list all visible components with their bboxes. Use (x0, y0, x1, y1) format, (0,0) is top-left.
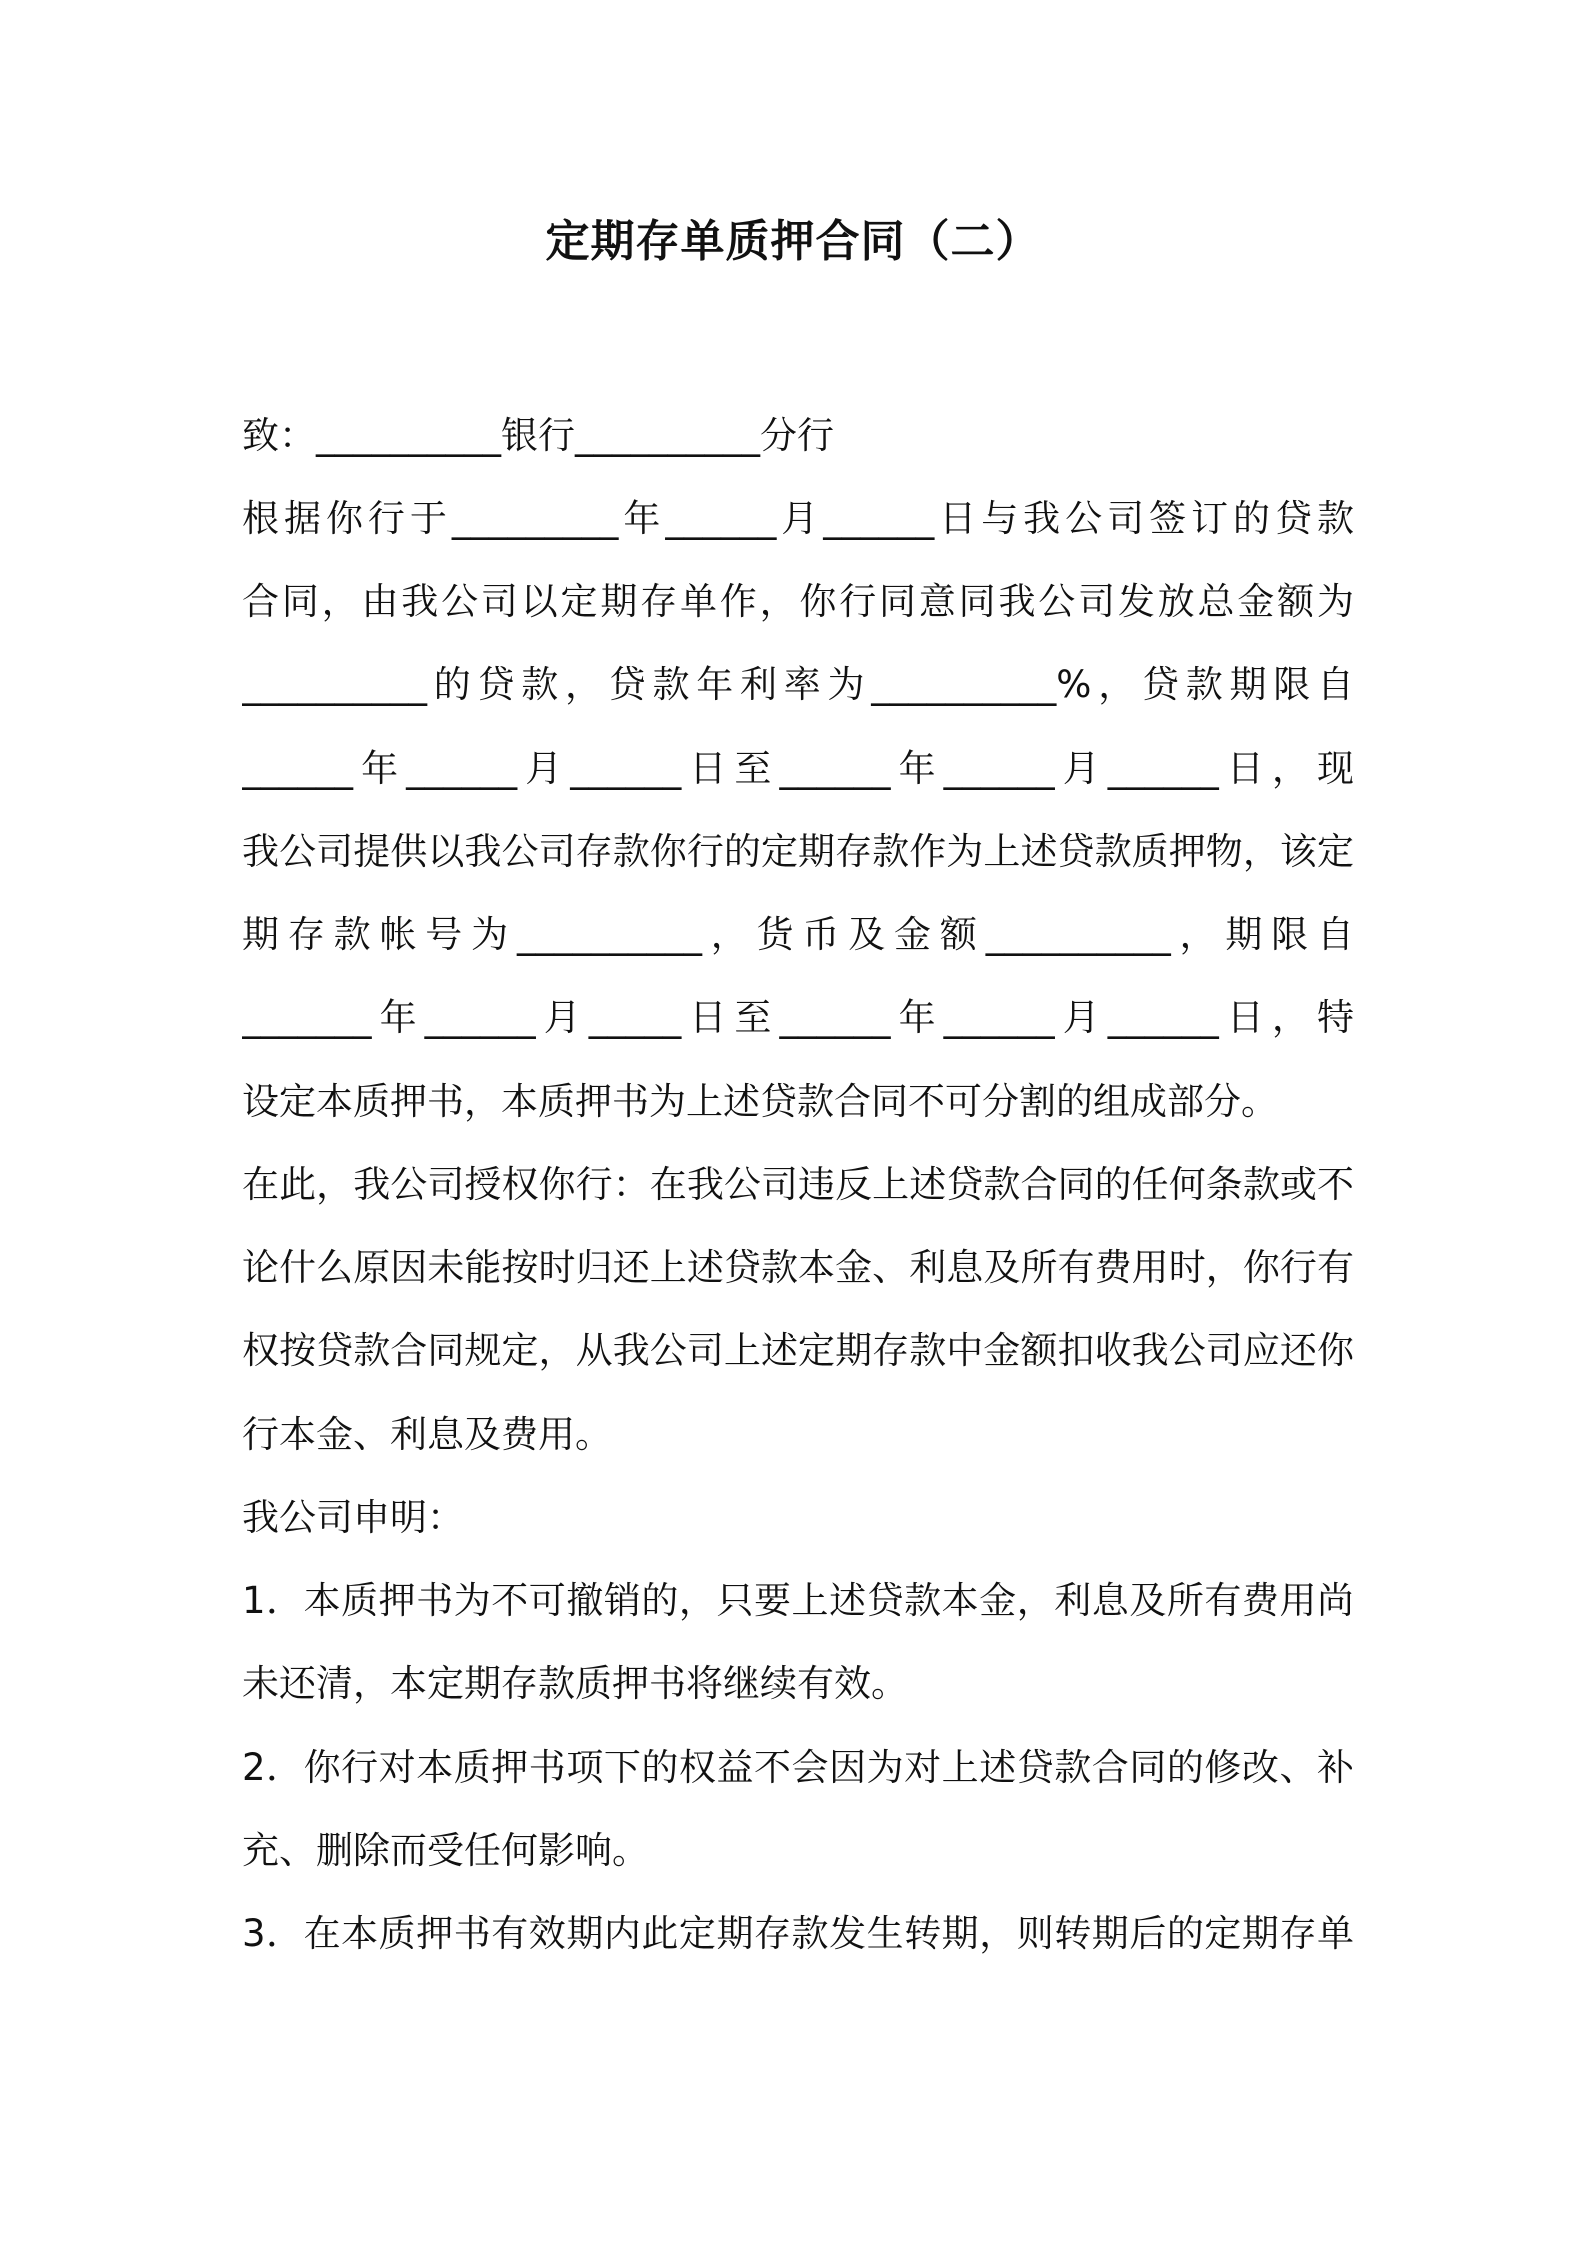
body-line: ______年______月______日至______年______月______日，现 (242, 747, 1354, 790)
clause-line: 1．本质押书为不可撤销的，只要上述贷款本金，利息及所有费用尚 (242, 1579, 1354, 1622)
clause-line: 2．你行对本质押书项下的权益不会因为对上述贷款合同的修改、补 (242, 1746, 1354, 1789)
body-line: 合同，由我公司以定期存单作，你行同意同我公司发放总金额为 (242, 580, 1354, 623)
body-line: 论什么原因未能按时归还上述贷款本金、利息及所有费用时，你行有 (242, 1246, 1354, 1289)
body-line: 行本金、利息及费用。 (242, 1413, 612, 1456)
clause-line: 未还清，本定期存款质押书将继续有效。 (242, 1662, 908, 1705)
body-line: 权按贷款合同规定，从我公司上述定期存款中金额扣收我公司应还你 (242, 1329, 1354, 1372)
body-line: _______年______月_____日至______年______月______日，特 (242, 996, 1354, 1039)
body-line: __________的贷款，贷款年利率为__________%，贷款期限自 (242, 663, 1354, 706)
addressee-line: 致：__________银行__________分行 (242, 414, 834, 457)
body-line: 根据你行于_________年______月______日与我公司签订的贷款 (242, 497, 1354, 540)
document-title: 定期存单质押合同（二） (545, 216, 1041, 267)
body-line: 设定本质押书，本质押书为上述贷款合同不可分割的组成部分。 (242, 1080, 1278, 1123)
clause-line: 3．在本质押书有效期内此定期存款发生转期，则转期后的定期存单 (242, 1912, 1354, 1955)
body-line: 期存款帐号为__________，货币及金额__________，期限自 (242, 913, 1354, 956)
body-line: 我公司提供以我公司存款你行的定期存款作为上述贷款质押物，该定 (242, 830, 1354, 873)
body-line: 在此，我公司授权你行：在我公司违反上述贷款合同的任何条款或不 (242, 1163, 1354, 1206)
section-heading: 我公司申明： (242, 1496, 464, 1539)
clause-line: 充、删除而受任何影响。 (242, 1829, 649, 1872)
